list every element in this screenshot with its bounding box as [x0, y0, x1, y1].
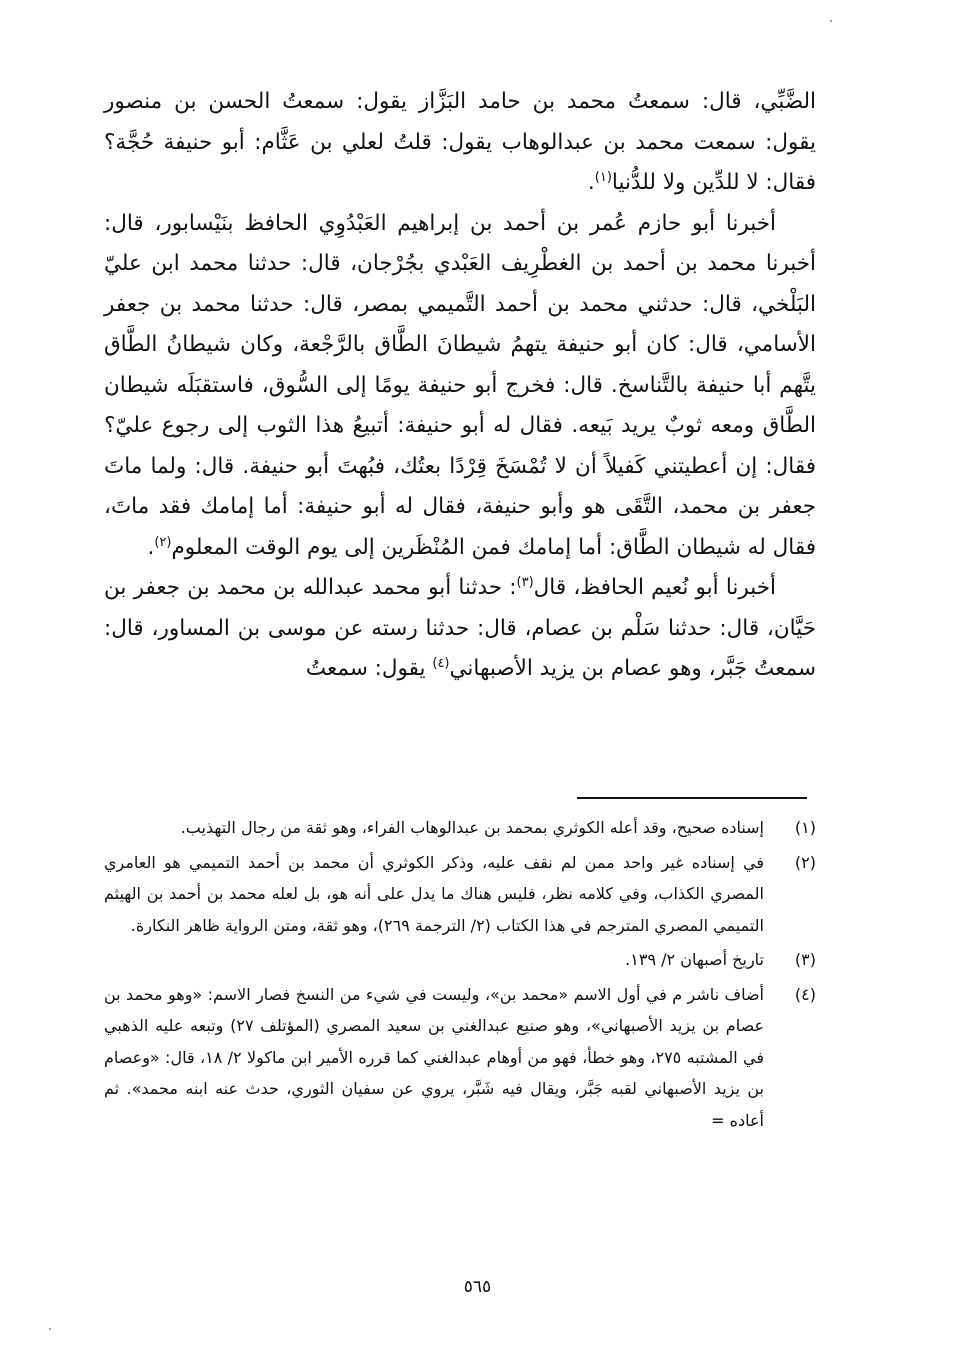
footnote-number: (٣): [794, 950, 816, 969]
footnote-text: إسناده صحيح، وقد أعله الكوثري بمحمد بن عبدالوهاب الفراء، وهو ثقة من رجال التهذيب.: [180, 818, 764, 837]
footnote-1: [104, 812, 816, 844]
footnote-ref-4: (٤): [432, 655, 450, 671]
paragraph-2-end: .: [147, 534, 155, 560]
footnote-ref-3: (٣): [516, 574, 534, 590]
footnote-number: (٤): [794, 984, 816, 1004]
footnote-4: [104, 979, 816, 1137]
footnote-text: أضاف ناشر م في أول الاسم «محمد بن»، وليست في شيء من النسخ فصار الاسم: «وهو محمد بن عصام بن يزيد الأصبهاني»، وهو صنيع عبدالغني بن سعيد المصري (المؤتلف ٢٧) وتبعه عليه الذهبي في المشتبه ٢٧٥، وهو خطأ، فهو من أوهام عبدالغني كما قرره الأمير ابن ماكولا ٢/ ١٨، قال: «وعصام بن يزيد الأصبهاني لقبه جَبَّر، ويقال فيه شَبَّر، يروي عن سفيان الثوري، حدث عنه ابنه محمد». ثم أعاده =: [104, 984, 765, 1130]
footnote-separator: [577, 797, 807, 799]
paragraph-1-text: الضَّبِّي، قال: سمعتُ محمد بن حامد البَزَّاز يقول: سمعتُ الحسن بن منصور يقول: سمعت محمد بن عبدالوهاب يقول: قلتُ لعلي بن عَثَّام: أبو حنيفة حُجَّة؟ فقال: لا للدِّين ولا للدُّنيا: [104, 89, 816, 195]
footnotes: [104, 812, 816, 1139]
main-text: [104, 82, 816, 690]
paragraph-2: [104, 204, 816, 569]
page-number: ٥٦٥: [463, 1277, 492, 1297]
footnote-number: (٢): [794, 852, 816, 872]
paragraph-2-text: أخبرنا أبو حازم عُمر بن أحمد بن إبراهيم العَبْدُوِي الحافظ بنَيْسابور، قال: أخبرنا محمد بن أحمد بن الغطْرِيف العَبْدي بجُرْجان، قال: حدثنا محمد ابن عليّ البَلْخي، قال: حدثني محمد بن أحمد التَّميمي بمصر، قال: حدثنا محمد بن جعفر الأسامي، قال: كان أبو حنيفة يتهمُ شيطانَ الطَّاق بالرَّجْعة، وكان شيطانُ الطَّاق يتَّهم أبا حنيفة بالتَّناسخ. قال: فخرج أبو حنيفة يومًا إلى السُّوق، فاستقبَلَه شيطان الطَّاق ومعه ثوبٌ يريد بَيعه. فقال له أبو حنيفة: أتبيعُ هذا الثوب إلى رجوع عليّ؟ فقال: إن أعطيتني كَفيلاً أن لا تُمْسَخَ قِرْدًا بعتُك، فبُهتَ أبو حنيفة. قال: ولما ماتَ جعفر بن محمد، التَّقَى هو وأبو حنيفة، فقال له أبو حنيفة: أما إمامك فقد ماتَ، فقال له شيطان الطَّاق: أما إمامك فمن المُنْظَرين إلى يوم الوقت المعلوم: [104, 210, 816, 560]
footnote-3: [104, 944, 816, 976]
paragraph-3: [104, 568, 816, 690]
footnote-text: في إسناده غير واحد ممن لم نقف عليه، وذكر الكوثري أن محمد بن أحمد التميمي هو العامري المصري الكذاب، وفي كلامه نظر، فليس هناك ما يدل على أنه هو، بل لعله محمد بن أحمد بن الهيثم التميمي المصري المترجم في هذا الكتاب (٢/ الترجمة ٢٦٩)، وهو ثقة، ومتن الرواية ظاهر النكارة.: [104, 852, 764, 935]
scan-speck: [830, 20, 832, 22]
footnote-ref-2: (٢): [154, 534, 172, 550]
paragraph-3-text-c: يقول: سمعتُ: [305, 656, 433, 681]
footnote-2: [104, 847, 816, 942]
paragraph-3-text-b: : حدثنا أبو محمد عبدالله بن محمد بن جعفر بن حَيَّان، قال: حدثنا سَلْم بن عصام، قال: حدثنا رسته عن موسى بن المساور، قال: سمعتُ جَبَّر، وهو عصام بن يزيد الأصبهاني: [104, 575, 816, 681]
footnote-text: تاريخ أصبهان ٢/ ١٣٩.: [625, 950, 764, 969]
footnote-ref-1: (١): [594, 169, 612, 185]
scan-speck: [49, 1328, 51, 1330]
paragraph-1-end: .: [587, 170, 595, 195]
paragraph-1: [104, 82, 816, 204]
paragraph-3-text-a: أخبرنا أبو نُعيم الحافظ، قال: [533, 575, 777, 600]
footnote-number: (١): [794, 818, 816, 837]
